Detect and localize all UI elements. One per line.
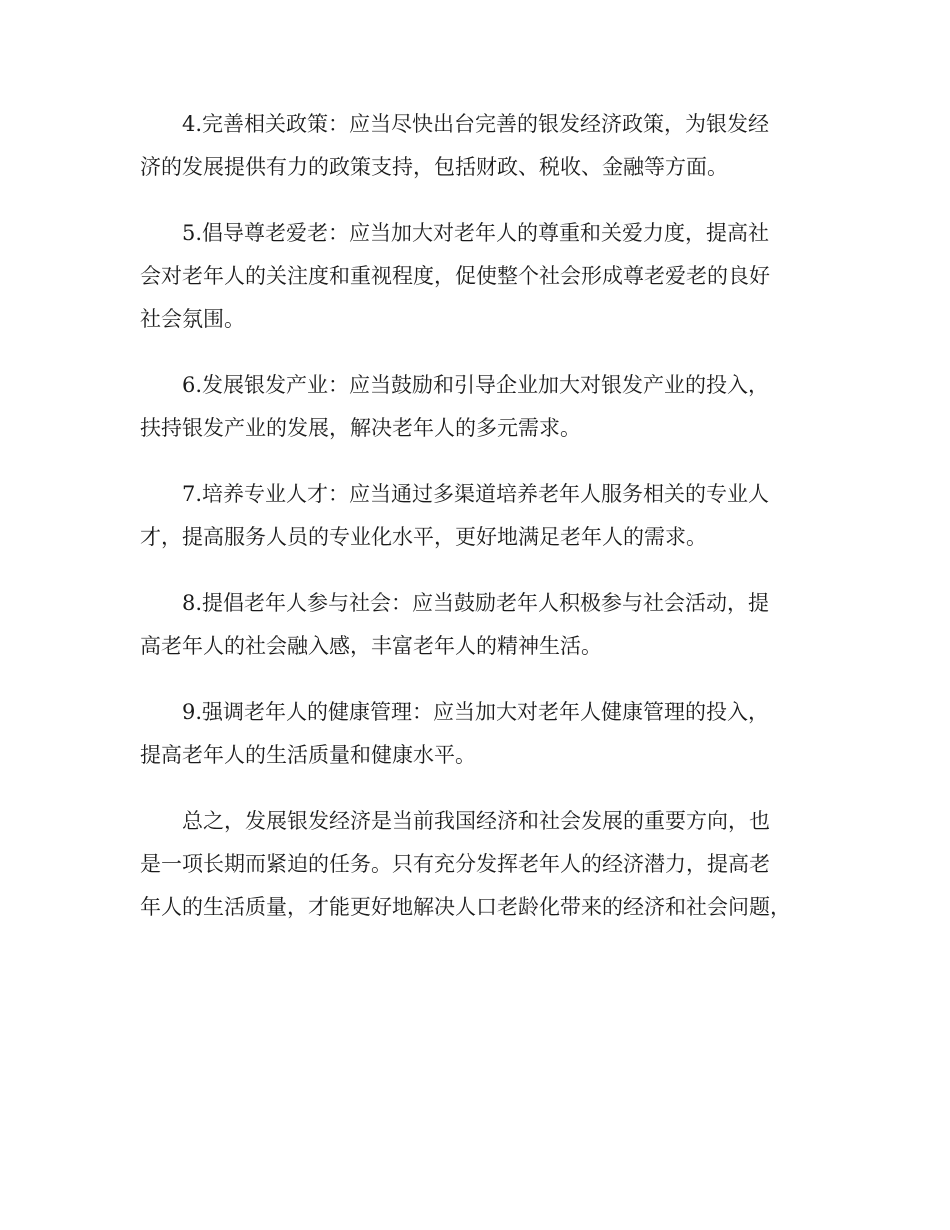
paragraph-line: 8.提倡老年人参与社会：应当鼓励老年人积极参与社会活动，提 [182, 591, 770, 615]
paragraph-social-participation [140, 582, 812, 668]
paragraph-silver-industry [140, 364, 812, 450]
paragraph-line: 济的发展提供有力的政策支持，包括财政、税收、金融等方面。 [140, 155, 728, 179]
paragraph-line: 6.发展银发产业：应当鼓励和引导企业加大对银发产业的投入， [182, 373, 770, 397]
paragraph-line: 才，提高服务人员的专业化水平，更好地满足老年人的需求。 [140, 525, 707, 549]
paragraph-line: 是一项长期而紧迫的任务。只有充分发挥老年人的经济潜力，提高老 [140, 852, 770, 876]
paragraph-line: 总之，发展银发经济是当前我国经济和社会发展的重要方向，也 [182, 809, 770, 833]
paragraph-line: 扶持银发产业的发展，解决老年人的多元需求。 [140, 416, 581, 440]
paragraph-line: 社会氛围。 [140, 307, 245, 331]
paragraph-line: 高老年人的社会融入感，丰富老年人的精神生活。 [140, 634, 602, 658]
paragraph-line: 提高老年人的生活质量和健康水平。 [140, 743, 476, 767]
paragraph-line: 会对老年人的关注度和重视程度，促使整个社会形成尊老爱老的良好 [140, 264, 770, 288]
paragraph-line: 7.培养专业人才：应当通过多渠道培养老年人服务相关的专业人 [182, 482, 770, 506]
paragraph-respect-elderly [140, 212, 812, 341]
paragraph-line: 年人的生活质量，才能更好地解决人口老龄化带来的经济和社会问题， [140, 895, 791, 919]
paragraph-policy [140, 103, 812, 189]
paragraph-health-management [140, 691, 812, 777]
paragraph-line: 5.倡导尊老爱老：应当加大对老年人的尊重和关爱力度，提高社 [182, 221, 770, 245]
paragraph-line: 4.完善相关政策：应当尽快出台完善的银发经济政策，为银发经 [182, 112, 770, 136]
paragraph-talent [140, 473, 812, 559]
paragraph-conclusion [140, 800, 812, 929]
document-body [140, 103, 812, 929]
paragraph-line: 9.强调老年人的健康管理：应当加大对老年人健康管理的投入， [182, 700, 770, 724]
